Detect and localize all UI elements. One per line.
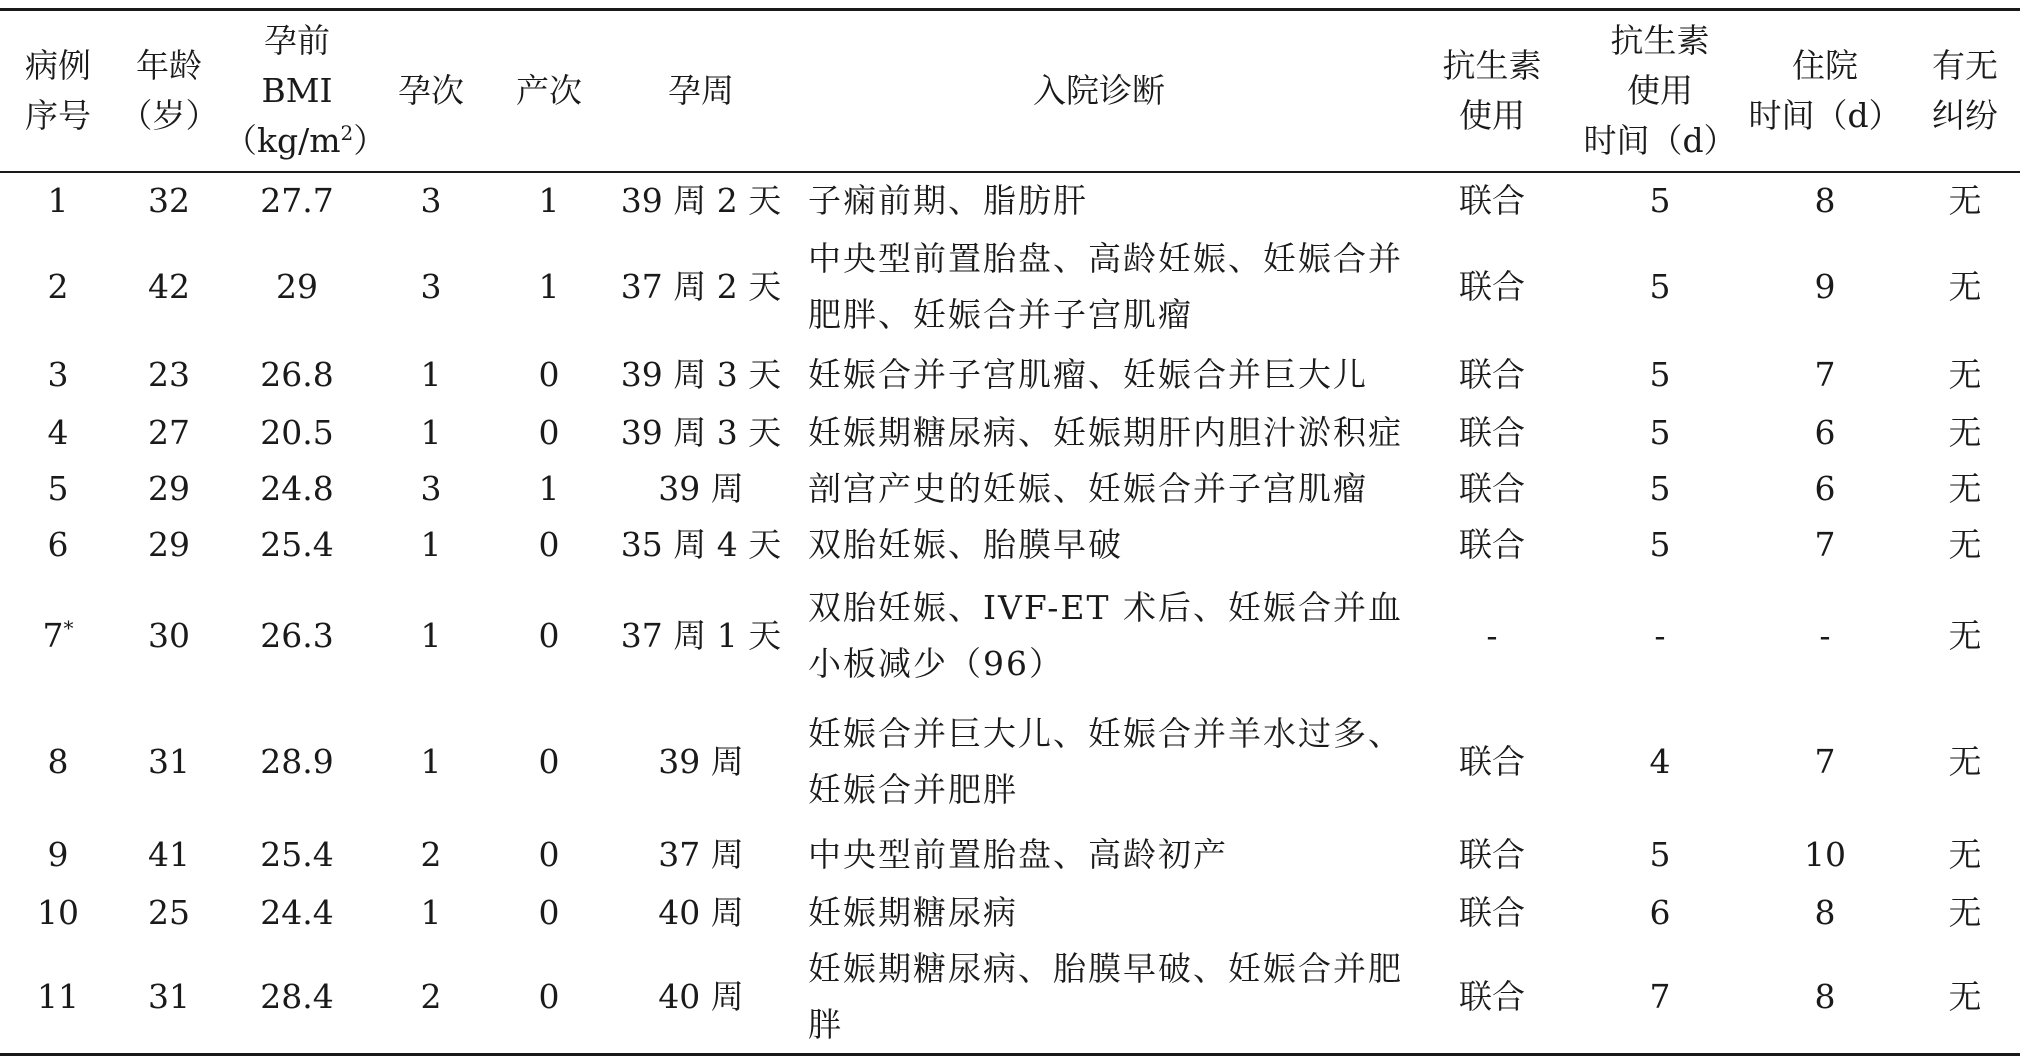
- cell-antibiotic-use: 联合: [1459, 413, 1525, 452]
- cell-dispute: 无: [1948, 355, 1982, 394]
- cell-parity: 0: [538, 616, 560, 655]
- table-row: [0, 699, 2020, 825]
- case-no-value: 8: [47, 742, 69, 781]
- table-row: [0, 573, 2020, 699]
- header-bmi-unit-close: ）: [353, 121, 387, 160]
- table-row: [0, 345, 2020, 405]
- cell-diagnosis: 双胎妊娠、IVF-ET 术后、妊娠合并血小板减少（96）: [808, 588, 1404, 683]
- header-hospital-stay-line2: 时间（d）: [1748, 96, 1902, 135]
- cell-age: 41: [148, 835, 190, 874]
- cell-age: 29: [148, 469, 190, 508]
- cell-case-no: [0, 699, 116, 825]
- cell-hospital-stay: 8: [1814, 181, 1836, 220]
- cell-diagnosis: 子痫前期、脂肪肝: [808, 181, 1088, 220]
- cell-gravidity: 1: [420, 525, 442, 564]
- cell-diagnosis: 双胎妊娠、胎膜早破: [808, 525, 1123, 564]
- cell-gestational-age: 40 周: [658, 893, 744, 932]
- cell-dispute: 无: [1948, 413, 1982, 452]
- header-age: [116, 10, 222, 173]
- cell-antibiotic-use: 联合: [1459, 181, 1525, 220]
- header-row: [0, 10, 2020, 173]
- cell-age: 23: [148, 355, 190, 394]
- cell-dispute: 无: [1948, 181, 1982, 220]
- cell-antibiotic-days: 5: [1649, 525, 1671, 564]
- header-antibiotic-days-line2: 使用: [1627, 71, 1693, 110]
- cell-gestational-age: 37 周: [658, 835, 744, 874]
- cell-age: 31: [148, 742, 190, 781]
- cell-age: 27: [148, 413, 190, 452]
- cell-antibiotic-use: 联合: [1459, 267, 1525, 306]
- cell-gestational-age: 37 周 2 天: [620, 267, 782, 306]
- cell-hospital-stay: 7: [1814, 742, 1836, 781]
- header-case-no-line1: 病例: [25, 46, 91, 85]
- cell-case-no: [0, 941, 116, 1055]
- header-dispute-line2: 纠纷: [1932, 96, 1998, 135]
- table-row: [0, 825, 2020, 885]
- cell-antibiotic-days: 7: [1649, 977, 1671, 1016]
- cell-gestational-age: 39 周 2 天: [620, 181, 782, 220]
- cell-parity: 1: [538, 181, 560, 220]
- table-row: [0, 885, 2020, 941]
- cell-antibiotic-use: 联合: [1459, 977, 1525, 1016]
- table-row: [0, 941, 2020, 1055]
- cell-antibiotic-days: 5: [1649, 267, 1671, 306]
- cell-parity: 1: [538, 469, 560, 508]
- cell-case-no: [0, 825, 116, 885]
- header-antibiotic-use: [1404, 10, 1580, 173]
- header-case-no: [0, 10, 116, 173]
- cell-hospital-stay: 7: [1814, 525, 1836, 564]
- cell-dispute: 无: [1948, 525, 1982, 564]
- header-age-line2: （岁）: [119, 96, 219, 135]
- cell-dispute: 无: [1948, 616, 1982, 655]
- cell-gravidity: 3: [420, 469, 442, 508]
- cell-parity: 0: [538, 977, 560, 1016]
- cell-gravidity: 3: [420, 181, 442, 220]
- case-no-value: 1: [47, 181, 69, 220]
- cell-antibiotic-use: 联合: [1459, 742, 1525, 781]
- cell-age: 32: [148, 181, 190, 220]
- cell-gravidity: 2: [420, 977, 442, 1016]
- cell-gravidity: 1: [420, 355, 442, 394]
- case-no-value: 10: [37, 893, 79, 932]
- cell-gestational-age: 39 周: [658, 469, 744, 508]
- cell-bmi: 25.4: [260, 835, 334, 874]
- cell-case-no: [0, 405, 116, 461]
- case-no-value: 7: [42, 616, 64, 655]
- cell-case-no: [0, 172, 116, 229]
- header-hospital-stay: [1740, 10, 1910, 173]
- header-bmi: [222, 10, 387, 173]
- case-no-value: 9: [47, 835, 69, 874]
- cell-gestational-age: 37 周 1 天: [620, 616, 782, 655]
- cell-bmi: 28.9: [260, 742, 334, 781]
- cell-antibiotic-days: 5: [1649, 469, 1671, 508]
- cell-diagnosis: 妊娠期糖尿病、胎膜早破、妊娠合并肥胖: [808, 949, 1403, 1044]
- cell-case-no: [0, 461, 116, 517]
- cell-antibiotic-use: -: [1486, 616, 1498, 655]
- cell-bmi: 28.4: [260, 977, 334, 1016]
- cell-parity: 0: [538, 525, 560, 564]
- cell-antibiotic-days: 5: [1649, 413, 1671, 452]
- header-dispute-line1: 有无: [1932, 46, 1998, 85]
- cell-diagnosis: 中央型前置胎盘、高龄初产: [808, 835, 1228, 874]
- cell-hospital-stay: 8: [1814, 893, 1836, 932]
- header-dispute: [1910, 10, 2020, 173]
- cell-parity: 0: [538, 355, 560, 394]
- cell-age: 29: [148, 525, 190, 564]
- cell-gravidity: 3: [420, 267, 442, 306]
- cell-dispute: 无: [1948, 893, 1982, 932]
- cell-gestational-age: 39 周 3 天: [620, 413, 782, 452]
- header-case-no-line2: 序号: [25, 96, 91, 135]
- cell-bmi: 24.4: [260, 893, 334, 932]
- cell-case-no: [0, 885, 116, 941]
- cell-antibiotic-use: 联合: [1459, 835, 1525, 874]
- header-antibiotic-use-line2: 使用: [1459, 96, 1525, 135]
- cell-bmi: 25.4: [260, 525, 334, 564]
- cell-parity: 0: [538, 742, 560, 781]
- case-no-value: 2: [47, 267, 69, 306]
- cell-case-no: [0, 345, 116, 405]
- cell-dispute: 无: [1948, 267, 1982, 306]
- header-hospital-stay-line1: 住院: [1792, 46, 1858, 85]
- cell-antibiotic-use: 联合: [1459, 525, 1525, 564]
- cell-hospital-stay: 6: [1814, 413, 1836, 452]
- cell-parity: 0: [538, 413, 560, 452]
- case-marker: *: [63, 616, 74, 640]
- cell-bmi: 27.7: [260, 181, 334, 220]
- cell-dispute: 无: [1948, 835, 1982, 874]
- cell-case-no: [0, 573, 116, 699]
- cell-diagnosis: 妊娠合并子宫肌瘤、妊娠合并巨大儿: [808, 355, 1368, 394]
- cell-antibiotic-use: 联合: [1459, 355, 1525, 394]
- cell-hospital-stay: 10: [1804, 835, 1846, 874]
- cell-antibiotic-days: 4: [1649, 742, 1671, 781]
- cell-hospital-stay: 7: [1814, 355, 1836, 394]
- header-antibiotic-days-line1: 抗生素: [1610, 21, 1710, 60]
- cell-bmi: 29: [276, 267, 318, 306]
- header-diagnosis: 入院诊断: [1033, 71, 1165, 110]
- cell-age: 30: [148, 616, 190, 655]
- cell-case-no: [0, 229, 116, 345]
- cell-hospital-stay: 9: [1814, 267, 1836, 306]
- table-row: [0, 461, 2020, 517]
- case-table: [0, 8, 2020, 1056]
- header-bmi-line3: [224, 116, 387, 166]
- header-age-line1: 年龄: [136, 46, 202, 85]
- table-header: [0, 10, 2020, 173]
- cell-diagnosis: 剖宫产史的妊娠、妊娠合并子宫肌瘤: [808, 469, 1368, 508]
- cell-parity: 1: [538, 267, 560, 306]
- cell-gravidity: 2: [420, 835, 442, 874]
- cell-gestational-age: 35 周 4 天: [620, 525, 782, 564]
- table-row: [0, 405, 2020, 461]
- table-row: [0, 172, 2020, 229]
- case-no-value: 11: [37, 977, 79, 1016]
- cell-gravidity: 1: [420, 413, 442, 452]
- header-antibiotic-days-line3: 时间（d）: [1583, 121, 1737, 160]
- cell-hospital-stay: 6: [1814, 469, 1836, 508]
- cell-age: 31: [148, 977, 190, 1016]
- cell-gravidity: 1: [420, 616, 442, 655]
- cell-antibiotic-use: 联合: [1459, 893, 1525, 932]
- header-antibiotic-days: [1580, 10, 1740, 173]
- header-bmi-unit: （kg/m: [224, 121, 341, 160]
- table-row: [0, 517, 2020, 573]
- header-antibiotic-use-line1: 抗生素: [1442, 46, 1542, 85]
- cell-dispute: 无: [1948, 742, 1982, 781]
- table-row: [0, 229, 2020, 345]
- cell-parity: 0: [538, 835, 560, 874]
- cell-gravidity: 1: [420, 893, 442, 932]
- header-gravidity: 孕次: [398, 71, 464, 110]
- cell-case-no: [0, 517, 116, 573]
- case-no-value: 5: [47, 469, 69, 508]
- case-no-value: 6: [47, 525, 69, 564]
- cell-dispute: 无: [1948, 977, 1982, 1016]
- header-bmi-line1: 孕前: [264, 21, 330, 60]
- cell-gestational-age: 40 周: [658, 977, 744, 1016]
- cell-antibiotic-days: -: [1654, 616, 1666, 655]
- cell-bmi: 26.3: [260, 616, 334, 655]
- header-gestational-age: 孕周: [668, 71, 734, 110]
- cell-diagnosis: 妊娠期糖尿病: [808, 893, 1018, 932]
- cell-dispute: 无: [1948, 469, 1982, 508]
- cell-antibiotic-days: 5: [1649, 181, 1671, 220]
- cell-diagnosis: 中央型前置胎盘、高龄妊娠、妊娠合并肥胖、妊娠合并子宫肌瘤: [808, 239, 1403, 334]
- cell-antibiotic-days: 5: [1649, 835, 1671, 874]
- cell-hospital-stay: 8: [1814, 977, 1836, 1016]
- header-parity: 产次: [516, 71, 582, 110]
- cell-antibiotic-days: 6: [1649, 893, 1671, 932]
- cell-diagnosis: 妊娠合并巨大儿、妊娠合并羊水过多、妊娠合并肥胖: [808, 714, 1403, 809]
- table-body: [0, 172, 2020, 1055]
- cell-parity: 0: [538, 893, 560, 932]
- cell-hospital-stay: -: [1819, 616, 1831, 655]
- cell-gestational-age: 39 周 3 天: [620, 355, 782, 394]
- case-no-value: 3: [47, 355, 69, 394]
- cell-gestational-age: 39 周: [658, 742, 744, 781]
- cell-age: 42: [148, 267, 190, 306]
- cell-bmi: 24.8: [260, 469, 334, 508]
- cell-antibiotic-use: 联合: [1459, 469, 1525, 508]
- cell-age: 25: [148, 893, 190, 932]
- header-bmi-unit-exponent: 2: [340, 121, 354, 145]
- cell-bmi: 20.5: [260, 413, 334, 452]
- case-no-value: 4: [47, 413, 69, 452]
- cell-antibiotic-days: 5: [1649, 355, 1671, 394]
- header-bmi-line2: BMI: [261, 71, 333, 110]
- cell-bmi: 26.8: [260, 355, 334, 394]
- cell-gravidity: 1: [420, 742, 442, 781]
- cell-diagnosis: 妊娠期糖尿病、妊娠期肝内胆汁淤积症: [808, 413, 1403, 452]
